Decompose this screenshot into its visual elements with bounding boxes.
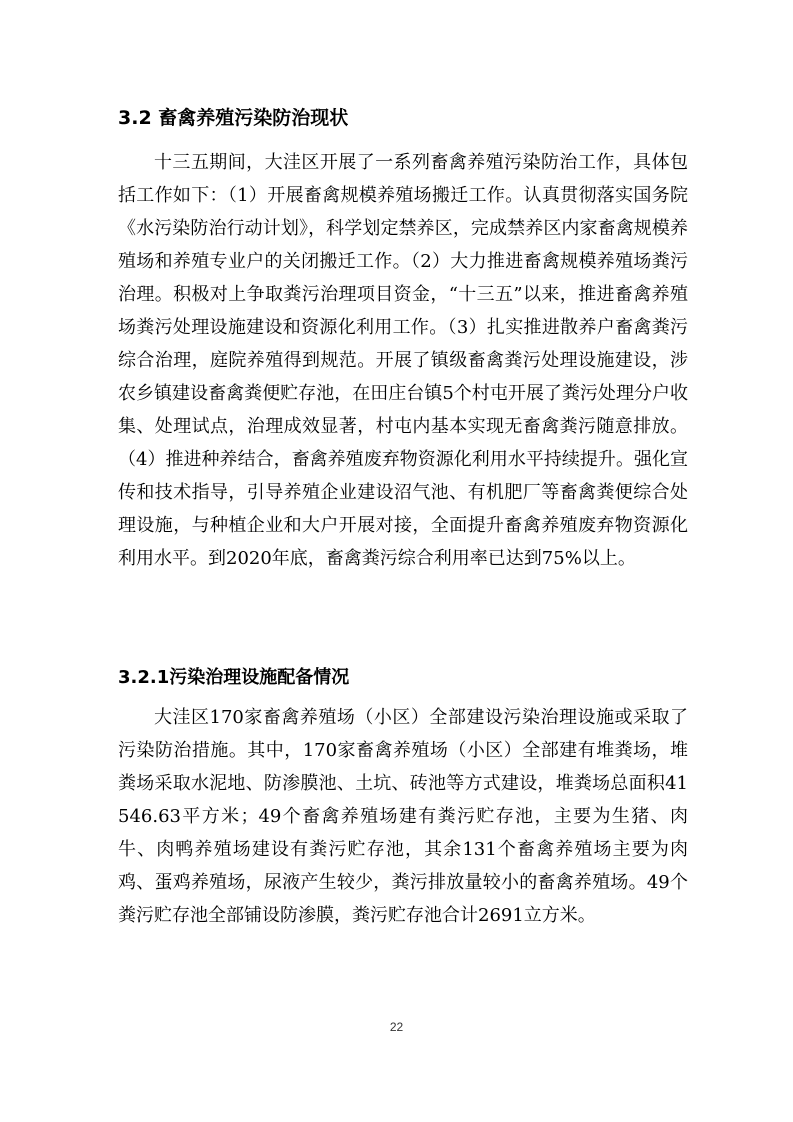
subsection-heading: 3.2.1污染治理设施配备情况 <box>118 667 350 688</box>
page-number: 22 <box>389 1020 404 1034</box>
subsection-paragraph: 大洼区170家畜禽养殖场（小区）全部建设污染治理设施或采取了污染防治措施。其中，170家畜禽养殖场（小区）全部建有堆粪场，堆粪场采取水泥地、防渗膜池、土坑、砖池等方式建设，堆粪场总面积41546.63平方米；49个畜禽养殖场建有粪污贮存池，主要为生猪、肉牛、肉鸭养殖场建设有粪污贮存池，其余131个畜禽养殖场主要为肉鸡、蛋鸡养殖场，尿液产生较少，粪污排放量较小的畜禽养殖场。49个粪污贮存池全部铺设防渗膜，粪污贮存池合计2691立方米。 <box>118 707 688 926</box>
section-paragraph: 十三五期间，大洼区开展了一系列畜禽养殖污染防治工作，具体包括工作如下：（1）开展畜禽规模养殖场搬迁工作。认真贯彻落实国务院《水污染防治行动计划》，科学划定禁养区，完成禁养区内家畜禽规模养殖场和养殖专业户的关闭搬迁工作。（2）大力推进畜禽规模养殖场粪污治理。积极对上争取粪污治理项目资金，“十三五”以来，推进畜禽养殖场粪污处理设施建设和资源化利用工作。（3）扎实推进散养户畜禽粪污综合治理，庭院养殖得到规范。开展了镇级畜禽粪污处理设施建设，涉农乡镇建设畜禽粪便贮存池，在田庄台镇5个村屯开展了粪污处理分户收集、处理试点，治理成效显著，村屯内基本实现无畜禽粪污随意排放。（4）推进种养结合，畜禽养殖废弃物资源化利用水平持续提升。强化宣传和技术指导，引导养殖企业建设沼气池、有机肥厂等畜禽粪便综合处理设施，与种植企业和大户开展对接，全面提升畜禽养殖废弃物资源化利用水平。到2020年底，畜禽粪污综合利用率已达到75%以上。 <box>118 152 688 569</box>
section-heading: 3.2 畜禽养殖污染防治现状 <box>118 107 349 129</box>
